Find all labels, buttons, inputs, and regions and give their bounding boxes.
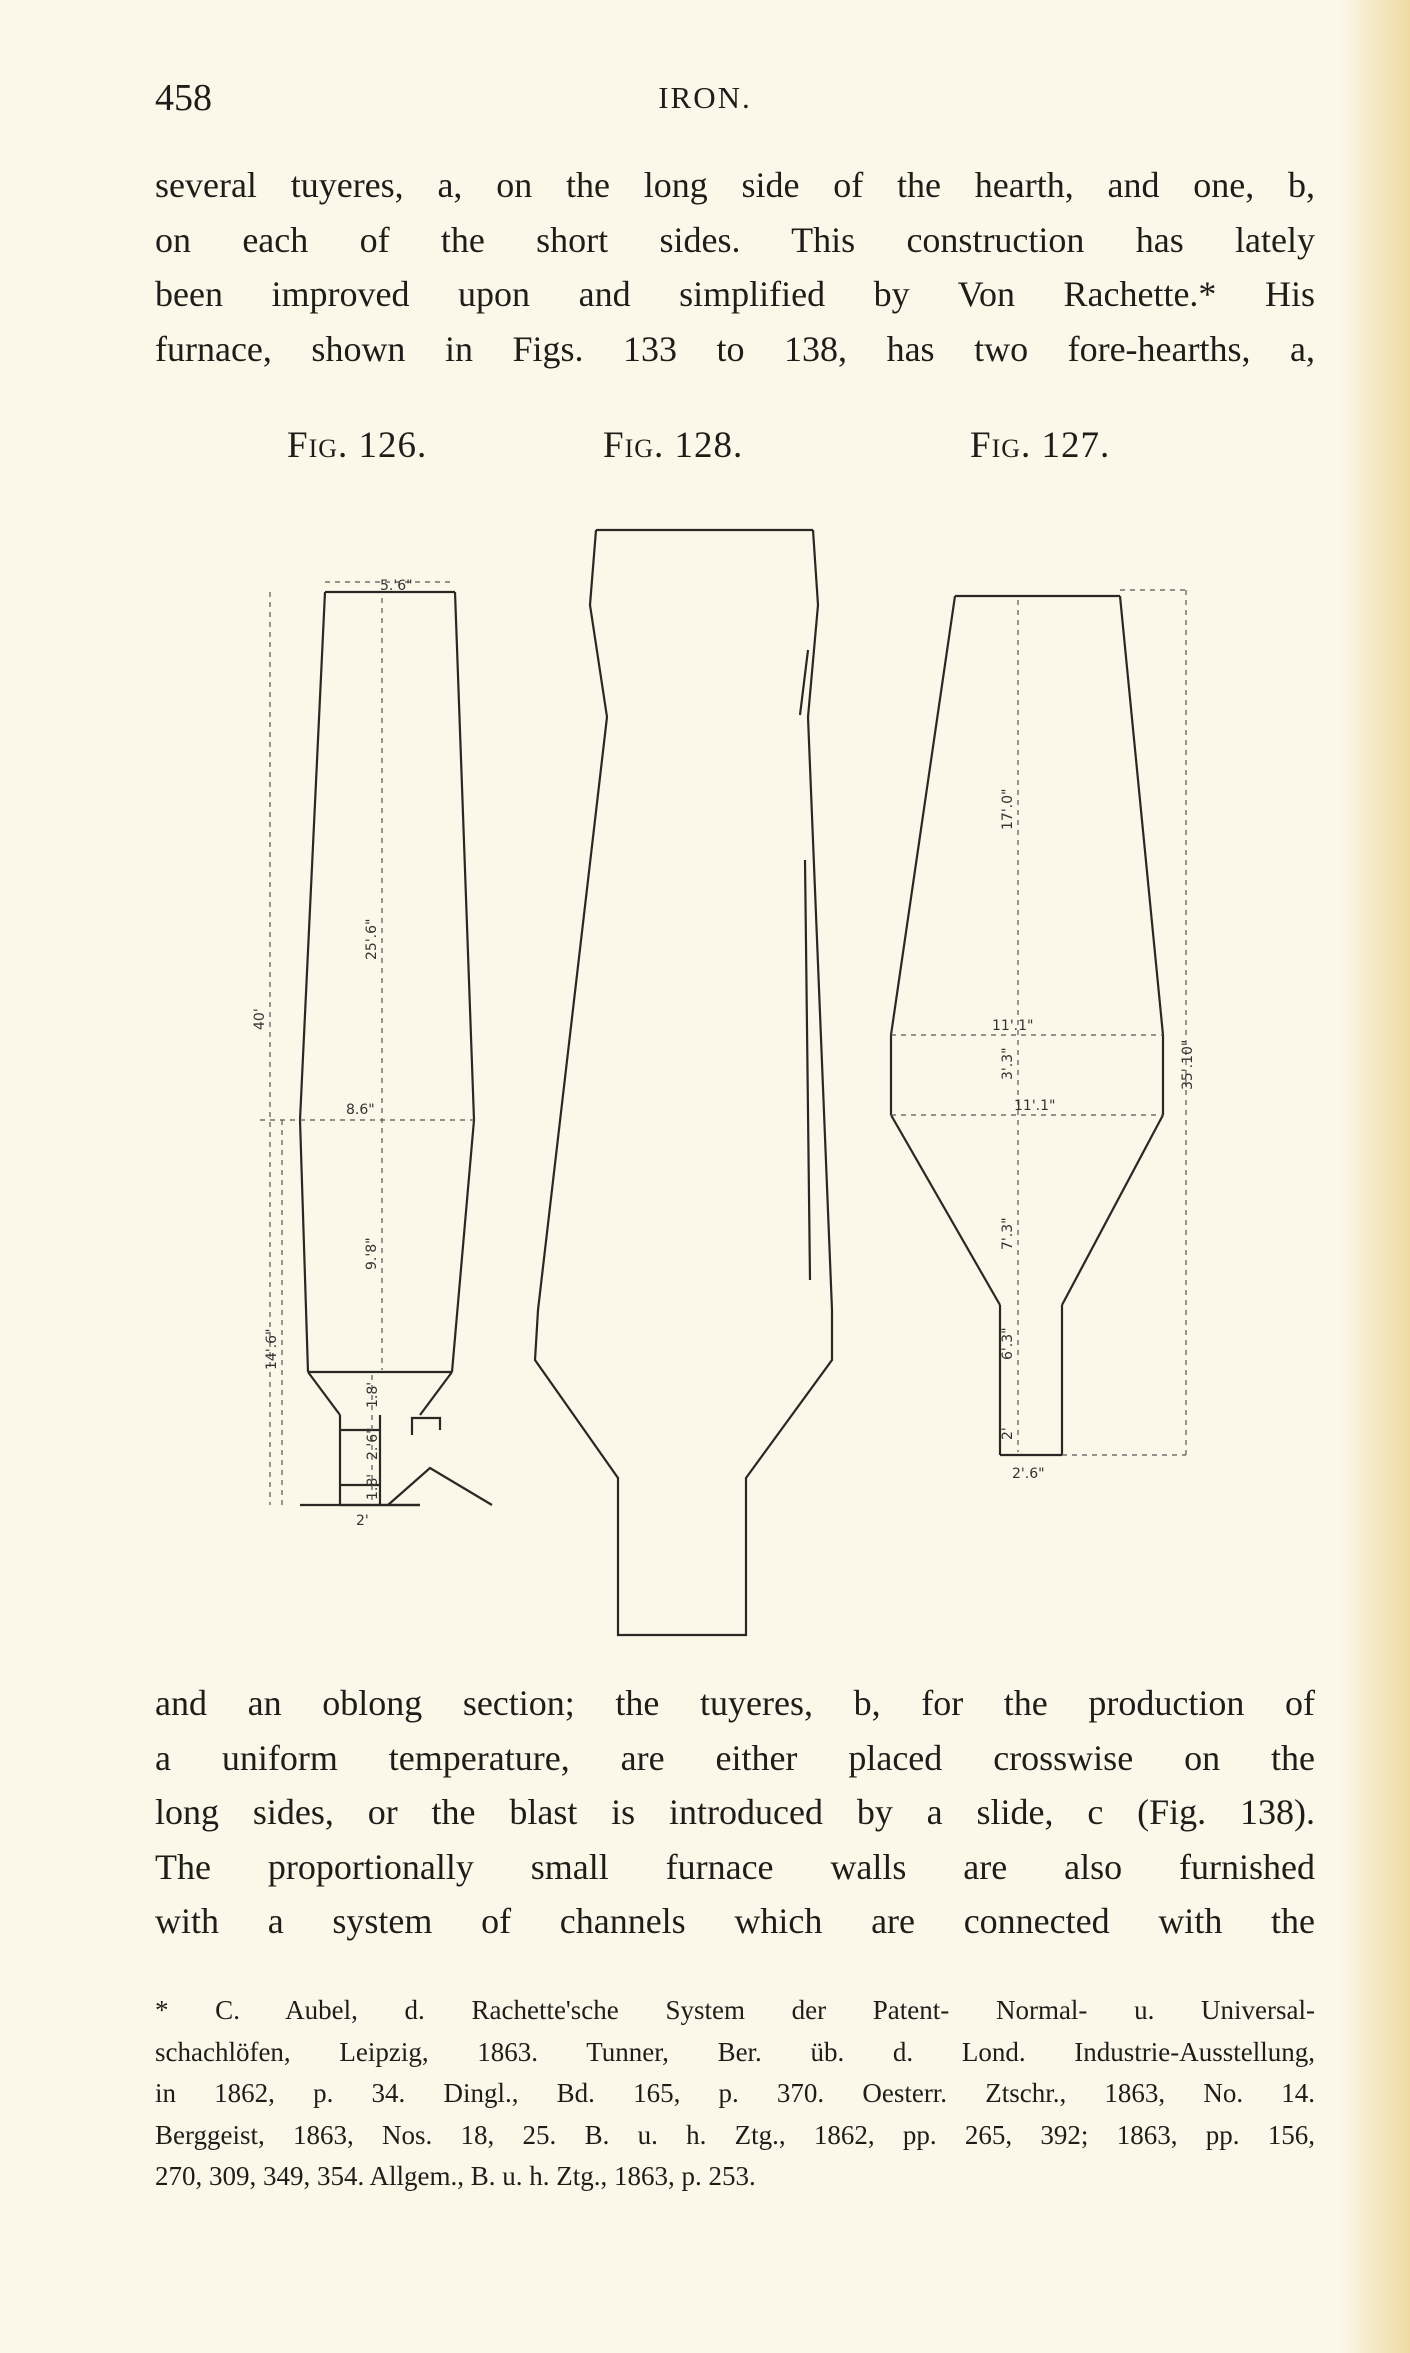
text-line: been improved upon and simplified by Von Rachette.* His [155,274,1315,314]
fig126-height-label: 40' [252,1008,268,1030]
fig126-top-width-label: 5.'6" [380,578,413,594]
paragraph-bottom [155,1676,1315,1949]
footnote-line: 270, 309, 349, 354. Allgem., B. u. h. Ztg., 1863, p. 253. [155,2161,756,2191]
figure-127-dims [891,590,1186,1455]
fig127-base-label: 2'.6" [1012,1466,1045,1482]
footnote-line: * C. Aubel, d. Rachette'sche System der Patent- Normal- u. Universal- [155,1995,1315,2025]
fig127-belly-a-label: 11'.1" [992,1018,1034,1034]
text-line: a uniform temperature, are either placed crosswise on the [155,1737,1315,1778]
fig127-bosh-label: 7'.3" [1000,1217,1016,1250]
figure-126-dims [260,582,474,1505]
text-line: on each of the short sides. This construction has lately [155,219,1315,260]
fig126-upper-label: 25'.6" [364,918,380,960]
caption-fig-126: Fig. 126. [287,425,428,466]
text-line: and an oblong section; the tuyeres, b, for the production of [155,1683,1315,1723]
text-line: furnace, shown in Figs. 133 to 138, has two fore-hearths, a, [155,328,1315,369]
page-number: 458 [155,77,212,119]
text-line: The proportionally small furnace walls are also furnished [155,1846,1315,1887]
text-line: several tuyeres, a, on the long side of the hearth, and one, b, [155,165,1315,205]
fig126-bosh-width-label: 8.6" [346,1102,375,1118]
caption-fig-127: Fig. 127. [970,425,1111,466]
text-line: with a system of channels which are connected with the [155,1901,1315,1941]
fig126-hearth-a-label: 1.8' [365,1381,381,1408]
footnote-line: in 1862, p. 34. Dingl., Bd. 165, p. 370. Oesterr. Ztschr., 1863, No. 14. [155,2078,1315,2108]
running-head: IRON. [658,80,752,115]
figure-126 [300,592,492,1505]
fig127-belly-b-label: 11'.1" [1014,1098,1056,1114]
figure-128 [535,530,832,1635]
fig126-base-label: 2' [356,1513,369,1529]
fig127-height-label: 35'.10" [1180,1039,1196,1090]
fig126-hearth-b-label: 2.'6" [365,1427,381,1460]
text-line: long sides, or the blast is introduced by a slide, c (Fig. 138). [155,1792,1315,1832]
fig126-lower-label: 14'.6" [264,1328,280,1370]
footnote-line: schachlöfen, Leipzig, 1863. Tunner, Ber. üb. d. Lond. Industrie-Ausstellung, [155,2036,1315,2067]
fig126-hearth-c-label: 1.8' [365,1473,381,1500]
fig127-upper-label: 17'.0" [1000,788,1016,830]
footnote-line: Berggeist, 1863, Nos. 18, 25. B. u. h. Ztg., 1862, pp. 265, 392; 1863, pp. 156, [155,2119,1315,2150]
caption-fig-128: Fig. 128. [603,425,744,466]
fig126-bosh-label: 9.'8" [364,1237,380,1270]
fig127-mid-label: 3'.3" [1000,1047,1016,1080]
fig127-base-small-label: 2' [1000,1427,1016,1440]
footnote [155,1990,1315,2198]
fig127-hearth-label: 6'.3" [1000,1327,1016,1360]
